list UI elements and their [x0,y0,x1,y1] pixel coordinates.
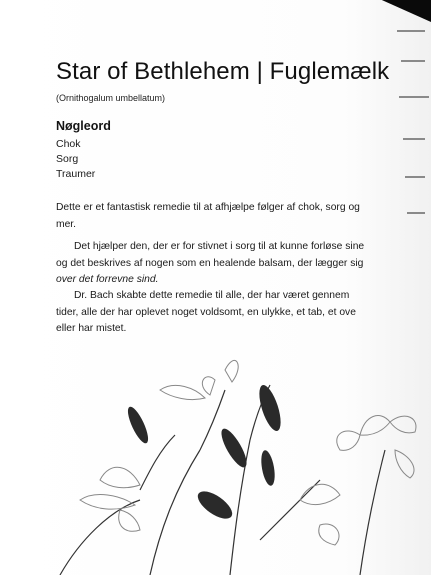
paragraph-3 [56,288,431,338]
paragraph-2 [56,239,431,289]
keyword-item: Sorg [56,153,79,165]
paragraph-line: Det hjælper den, der er for stivnet i sorg til at kunne forløse sine [74,241,365,252]
keywords-heading: Nøgleord [56,119,111,133]
page-title: Star of Bethlehem | Fuglemælk [56,58,390,85]
latin-name: (Ornithogalum umbellatum) [56,93,166,103]
keyword-item: Traumer [56,168,96,180]
paragraph-line: og det beskrives af nogen som en healende balsam, der lægger sig [56,257,364,269]
keyword-item: Chok [56,138,81,150]
paragraph-line: Dette er et fantastisk remedie til at afhjælpe følger af chok, sorg og [56,202,360,213]
paragraph-line: mer. [56,218,77,230]
paragraph-line: eller har mistet. [56,323,127,334]
paragraph-1 [56,200,431,233]
paragraph-line-italic: over det forrevne sind. [56,274,159,285]
paragraph-line: tider, alle der har oplevet noget voldsomt, en ulykke, et tab, et ove [56,306,356,318]
paragraph-line: Dr. Bach skabte dette remedie til alle, der har været gennem [74,290,350,301]
flower-illustration [0,340,431,575]
